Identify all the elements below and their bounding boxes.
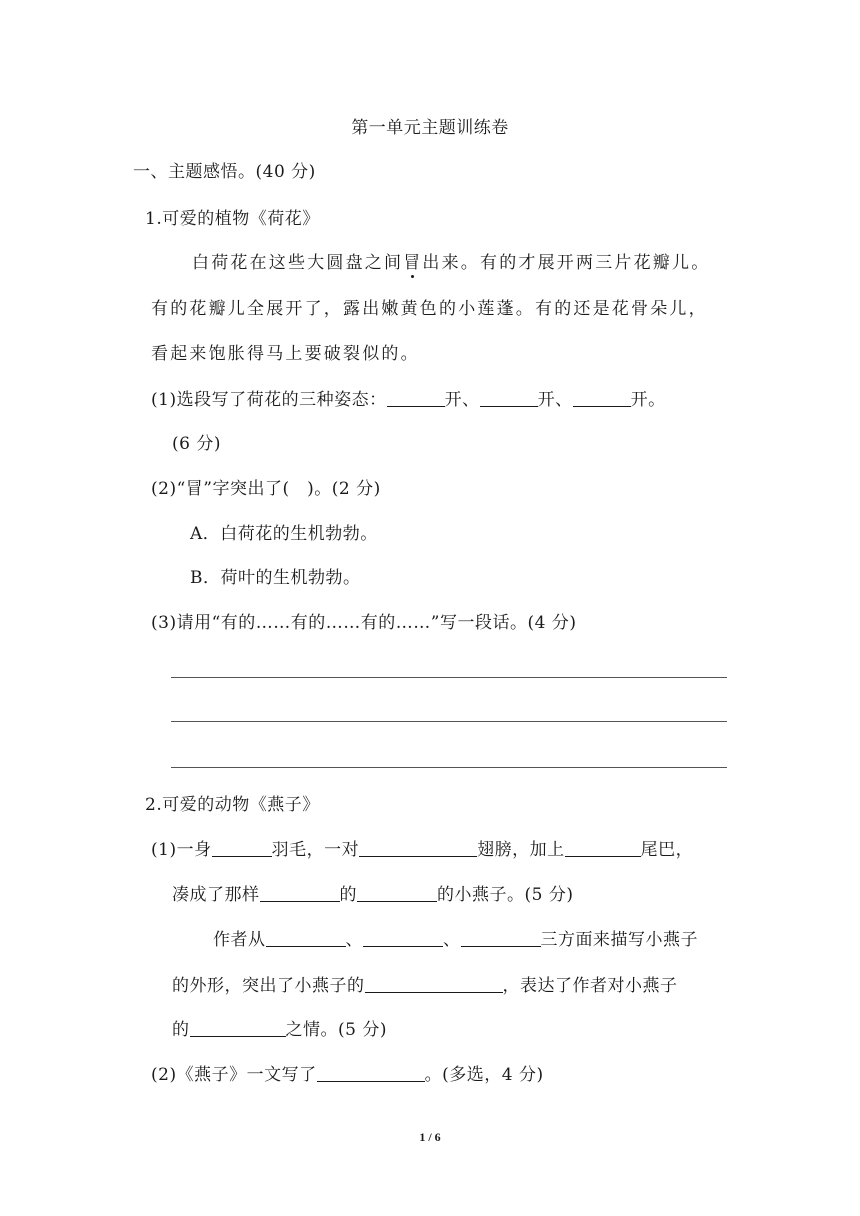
- writing-line[interactable]: [171, 721, 727, 722]
- q1-sub1-sep: 、: [555, 390, 573, 410]
- writing-line[interactable]: [171, 677, 727, 678]
- answer-blank[interactable]: [573, 388, 631, 407]
- writing-line[interactable]: [171, 767, 727, 768]
- q2-sub1-line3: [213, 928, 698, 952]
- answer-blank[interactable]: [357, 883, 437, 902]
- passage-line-3: 看起来饱胀得马上要破裂似的。: [151, 344, 420, 364]
- passage-line-1: [192, 251, 710, 275]
- q2-text: 的外形，突出了小燕子的: [172, 976, 365, 996]
- q1-sub1-kai: 开: [537, 390, 556, 410]
- q2-text: 翅膀，加上: [477, 840, 565, 860]
- q2-text: 之情。(5 分): [285, 1020, 387, 1040]
- q2-text: 凑成了那样: [172, 885, 260, 905]
- page-number: 1 / 6: [419, 1130, 441, 1144]
- q1-sub1-kai: 开: [444, 390, 463, 410]
- question-1-heading: 1.可爱的植物《荷花》: [145, 209, 320, 229]
- q1-sub1-end: 。: [648, 390, 666, 410]
- q2-text: ，表达了作者对小燕子: [502, 976, 678, 996]
- passage-line-2: 有的花瓣儿全展开了，露出嫩黄色的小莲蓬。有的还是花骨朵儿，: [151, 299, 708, 319]
- q2-text: 、: [443, 930, 461, 950]
- q2-text: (2)《燕子》一文写了: [151, 1065, 317, 1085]
- emphasis-char: 冒: [403, 253, 423, 273]
- passage-text: 白荷花在这些大圆盘之间: [192, 253, 404, 273]
- q2-text: 的: [172, 1020, 190, 1040]
- section-heading: 一、主题感悟。(40 分): [133, 162, 316, 182]
- q2-sub1-line4: [172, 974, 678, 998]
- option-b[interactable]: B．荷叶的生机勃勃。: [190, 568, 361, 588]
- q1-sub1-kai: 开: [630, 390, 649, 410]
- option-a[interactable]: A．白荷花的生机勃勃。: [190, 524, 378, 544]
- q1-sub1-sep: 、: [462, 390, 480, 410]
- q2-sub1-line1: [151, 838, 693, 862]
- q2-sub1-line5: [172, 1018, 387, 1042]
- answer-blank[interactable]: [387, 388, 445, 407]
- answer-blank[interactable]: [317, 1063, 425, 1082]
- q2-text: 羽毛，一对: [271, 840, 360, 860]
- answer-blank[interactable]: [363, 928, 443, 947]
- answer-blank[interactable]: [190, 1018, 286, 1037]
- answer-blank[interactable]: [365, 974, 503, 993]
- answer-blank[interactable]: [480, 388, 538, 407]
- q1-sub1-score: (6 分): [172, 434, 221, 454]
- q1-sub1: [151, 388, 666, 412]
- q1-sub3: (3)请用“有的……有的……有的……”写一段话。(4 分): [151, 613, 577, 633]
- answer-blank[interactable]: [212, 838, 272, 857]
- answer-blank[interactable]: [461, 928, 541, 947]
- q2-text: 、: [345, 930, 363, 950]
- q2-text: 。(多选，4 分): [424, 1065, 544, 1085]
- q2-text: 三方面来描写小燕子: [540, 930, 698, 950]
- q2-sub1-line2: [172, 883, 573, 907]
- q1-sub1-prompt: (1)选段写了荷花的三种姿态：: [151, 390, 387, 410]
- answer-blank[interactable]: [260, 883, 340, 902]
- q2-text: 尾巴，: [640, 840, 694, 860]
- answer-blank[interactable]: [266, 928, 346, 947]
- q2-text: (1)一身: [151, 840, 212, 860]
- page-title: 第一单元主题训练卷: [351, 118, 509, 138]
- q2-text: 的小燕子。(5 分): [437, 885, 574, 905]
- q2-text: 作者从: [213, 930, 266, 950]
- q2-text: 的: [339, 885, 357, 905]
- answer-blank[interactable]: [565, 838, 641, 857]
- passage-text: 出来。有的才展开两三片花瓣儿。: [422, 253, 711, 273]
- q2-sub2: [151, 1063, 544, 1087]
- answer-blank[interactable]: [359, 838, 477, 857]
- q1-sub2: (2)“冒”字突出了( )。(2 分): [151, 479, 381, 499]
- question-2-heading: 2.可爱的动物《燕子》: [145, 795, 320, 815]
